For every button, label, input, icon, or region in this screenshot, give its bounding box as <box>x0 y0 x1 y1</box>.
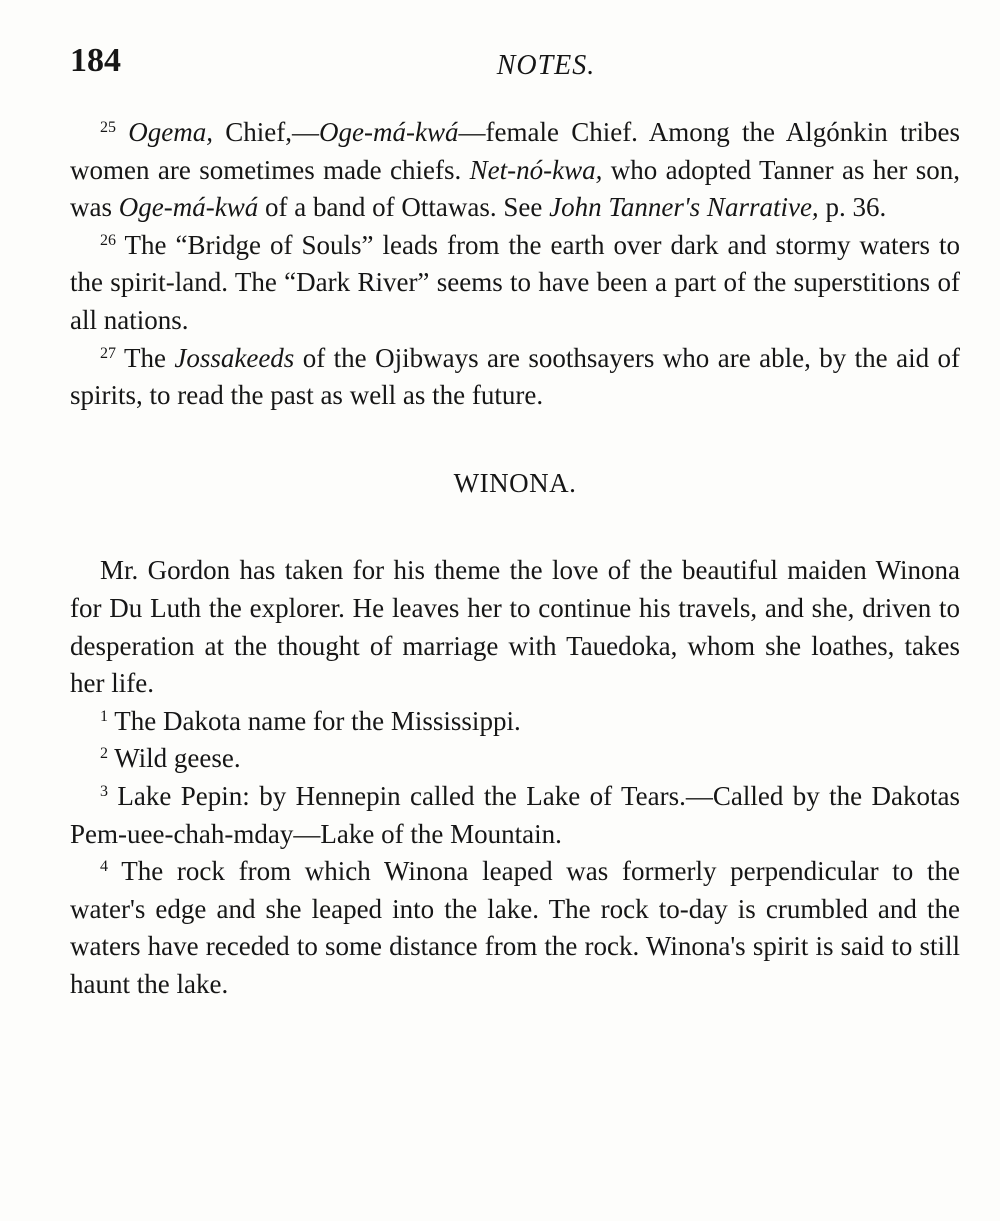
note-number: 3 <box>100 782 108 800</box>
note-text: The Dakota name for the Mississippi. <box>114 705 521 736</box>
note-paragraph <box>70 114 960 227</box>
note-number: 25 <box>100 119 116 136</box>
note-italic-text: Oge-má-kwá <box>319 117 459 147</box>
section-intro: Mr. Gordon has taken for his theme the love of the beautiful maiden Winona for Du Luth the explorer. He leaves her to continue his travels, and she, driven to desperation at the thought of marriage with Tauedoka, whom she loathes, takes her life. <box>70 555 960 699</box>
note-italic-text: Net-nó-kwa, <box>469 154 603 185</box>
note-text: The <box>123 342 175 373</box>
page-body <box>70 114 960 1003</box>
note-text: Lake Pepin: by Hennepin called the Lake of Tears.—Called by the Dakotas Pem-uee-chah-mday—Lake of the Mountain. <box>70 780 961 849</box>
note-text: —female Chief. Among the Algónkin tribes women are sometimes made chiefs. <box>70 117 960 185</box>
note-italic-text: John Tanner's Narrative, <box>549 192 819 223</box>
note-number: 2 <box>100 745 108 763</box>
note-text: Wild geese. <box>114 743 241 774</box>
note-text: Chief,— <box>213 117 320 147</box>
note-paragraph <box>70 227 960 340</box>
note-paragraph <box>70 853 960 1003</box>
note-text: of a band of Ottawas. See <box>258 192 550 223</box>
note-text: The “Bridge of Souls” leads from the earth over dark and stormy waters to the spirit-land. The “Dark River” seems to have been a part of the superstitions of all nations. <box>70 229 960 335</box>
page-number: 184 <box>70 42 121 79</box>
running-head: NOTES. <box>496 50 596 81</box>
note-number: 26 <box>100 231 116 249</box>
note-paragraph <box>70 340 960 415</box>
note-text: The rock from which Winona leaped was formerly perpendicular to the water's edge and she leaped into the lake. The rock to-day is crumbled and the waters have receded to some distance from the rock. Winona's spirit is said to still haunt the lake. <box>70 856 960 999</box>
note-text: who adopted Tanner as her son, was <box>70 154 960 223</box>
section-heading: WINONA. <box>453 467 577 498</box>
note-italic-text: Ogema, <box>128 117 213 147</box>
note-paragraph <box>70 703 960 741</box>
note-italic-text: Jossakeeds <box>174 342 295 373</box>
note-number: 27 <box>100 344 116 362</box>
note-number: 1 <box>100 707 108 725</box>
page-header <box>70 42 960 92</box>
note-paragraph <box>70 740 960 778</box>
note-italic-text: Oge-má-kwá <box>118 192 259 223</box>
notes-list-top <box>70 114 960 415</box>
note-text: of the Ojibways are soothsayers who are able, by the aid of spirits, to read the past as well as the future. <box>70 342 960 411</box>
note-number: 4 <box>100 858 108 876</box>
notes-list-bottom <box>70 703 960 1004</box>
note-text: p. 36. <box>818 192 887 223</box>
note-paragraph <box>70 778 960 853</box>
